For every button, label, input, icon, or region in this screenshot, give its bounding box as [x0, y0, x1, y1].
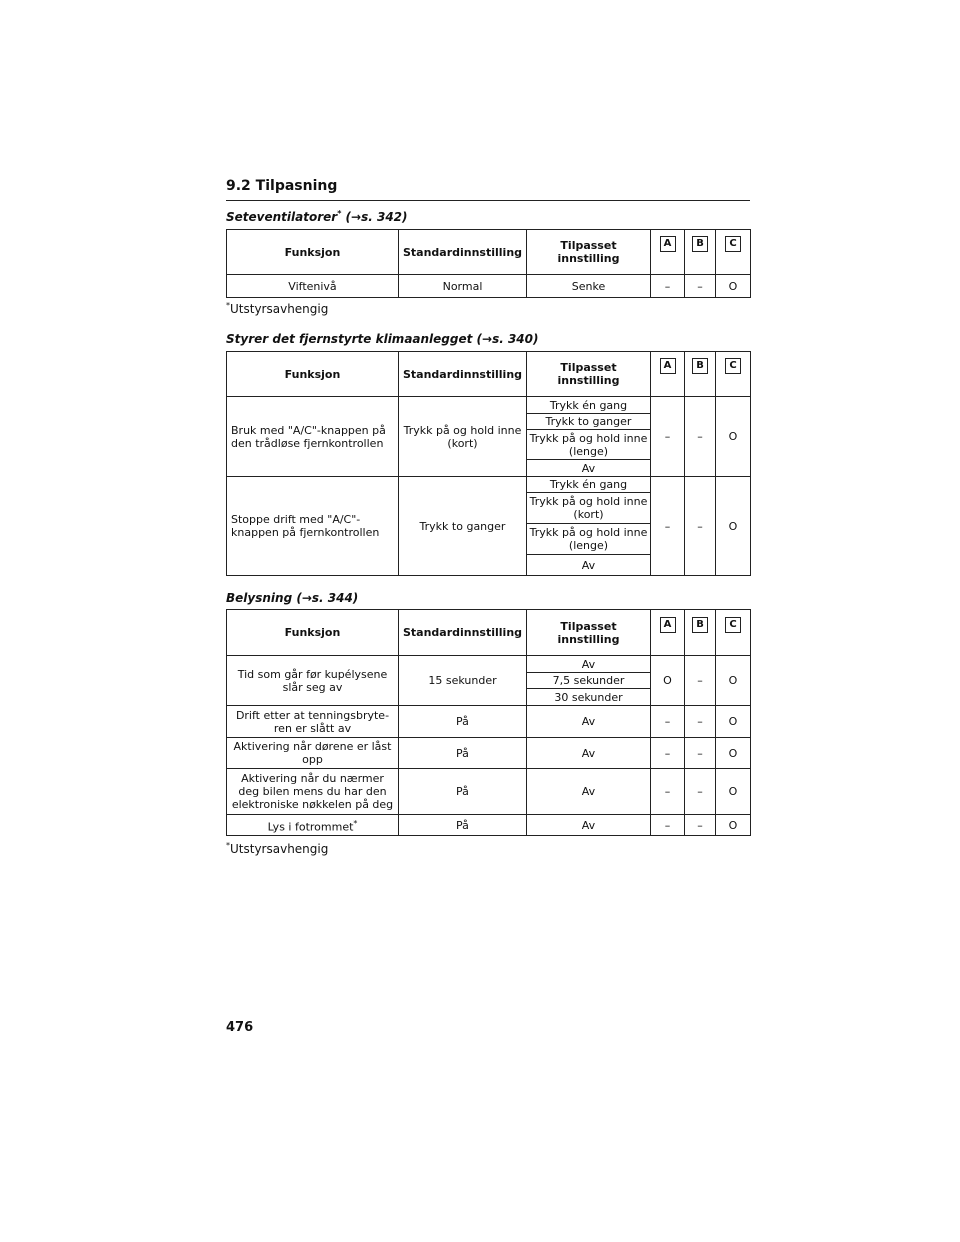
- header-standard: Standardinnstilling: [399, 352, 527, 397]
- seat-heading: Seteventilatorer* (→s. 342): [226, 209, 408, 224]
- key-c-icon: C: [725, 617, 741, 633]
- header-funksjon: Funksjon: [227, 230, 399, 275]
- key-a-icon: A: [660, 358, 676, 374]
- table-row: Lys i fotrommet* På Av – – O: [227, 815, 751, 836]
- asterisk-mark: *: [353, 818, 358, 828]
- key-a-icon: A: [660, 617, 676, 633]
- header-tilpasset: Tilpasset innstilling: [527, 230, 651, 275]
- header-standard: Standardinnstilling: [399, 610, 527, 656]
- asterisk-mark: *: [337, 209, 342, 218]
- table-row: Aktivering når dørene er låst opp På Av – – O: [227, 738, 751, 769]
- key-b-icon: B: [692, 358, 708, 374]
- key-a-icon: A: [660, 236, 676, 252]
- lighting-heading: Belysning (→s. 344): [226, 591, 359, 605]
- section-title: 9.2 Tilpasning: [226, 178, 338, 194]
- footnote: *Utstyrsavhengig: [226, 301, 329, 316]
- climate-table: Funksjon Standardinnstilling Tilpasset innstilling A B C Bruk med "A/C"-knappen på den trådløse fjernkontrollen Trykk på og hold inne (kort) Trykk én gang – – O Trykk to ganger Trykk på og hold inne (lenge) Av Stoppe drift med "A/C"-knappen på fjernkontrollen Trykk to ganger Trykk én gang – – O Trykk på og hold inne (kort) Trykk på og hold inne (lenge) Av: [226, 351, 751, 576]
- key-c-icon: C: [725, 236, 741, 252]
- table-row: Stoppe drift med "A/C"-knappen på fjernkontrollen Trykk to ganger Trykk én gang – – O: [227, 477, 751, 493]
- key-b-icon: B: [692, 617, 708, 633]
- header-standard: Standardinnstilling: [399, 230, 527, 275]
- section-header: [226, 178, 750, 201]
- header-tilpasset: Tilpasset innstilling: [527, 352, 651, 397]
- header-tilpasset: Tilpasset innstilling: [527, 610, 651, 656]
- header-funksjon: Funksjon: [227, 610, 399, 656]
- table-row: Drift etter at tenningsbryte-ren er slått av På Av – – O: [227, 706, 751, 738]
- header-funksjon: Funksjon: [227, 352, 399, 397]
- climate-heading: Styrer det fjernstyrte klimaanlegget (→s. 340): [226, 332, 539, 346]
- table-row: Viftenivå Normal Senke – – O: [227, 275, 751, 298]
- lighting-table: Funksjon Standardinnstilling Tilpasset innstilling A B C Tid som går før kupélysene slår seg av 15 sekunder Av O – O 7,5 sekunder 30 sekunder Drift etter at tenningsbryte-ren er slått av På Av – – O Aktivering når dørene er låst opp På Av – – O Aktivering når du nærmer deg bilen mens du har den elektroniske nøkkelen på deg På Av – – O Lys i fotrommet* På Av – – O: [226, 609, 751, 836]
- key-b-icon: B: [692, 236, 708, 252]
- page-number: 476: [226, 1020, 254, 1035]
- table-row: Tid som går før kupélysene slår seg av 15 sekunder Av O – O: [227, 656, 751, 673]
- table-row: Bruk med "A/C"-knappen på den trådløse fjernkontrollen Trykk på og hold inne (kort) Trykk én gang – – O: [227, 397, 751, 414]
- key-c-icon: C: [725, 358, 741, 374]
- footnote: *Utstyrsavhengig: [226, 841, 329, 856]
- seat-table: [226, 229, 751, 298]
- table-row: Aktivering når du nærmer deg bilen mens du har den elektroniske nøkkelen på deg På Av – – O: [227, 769, 751, 815]
